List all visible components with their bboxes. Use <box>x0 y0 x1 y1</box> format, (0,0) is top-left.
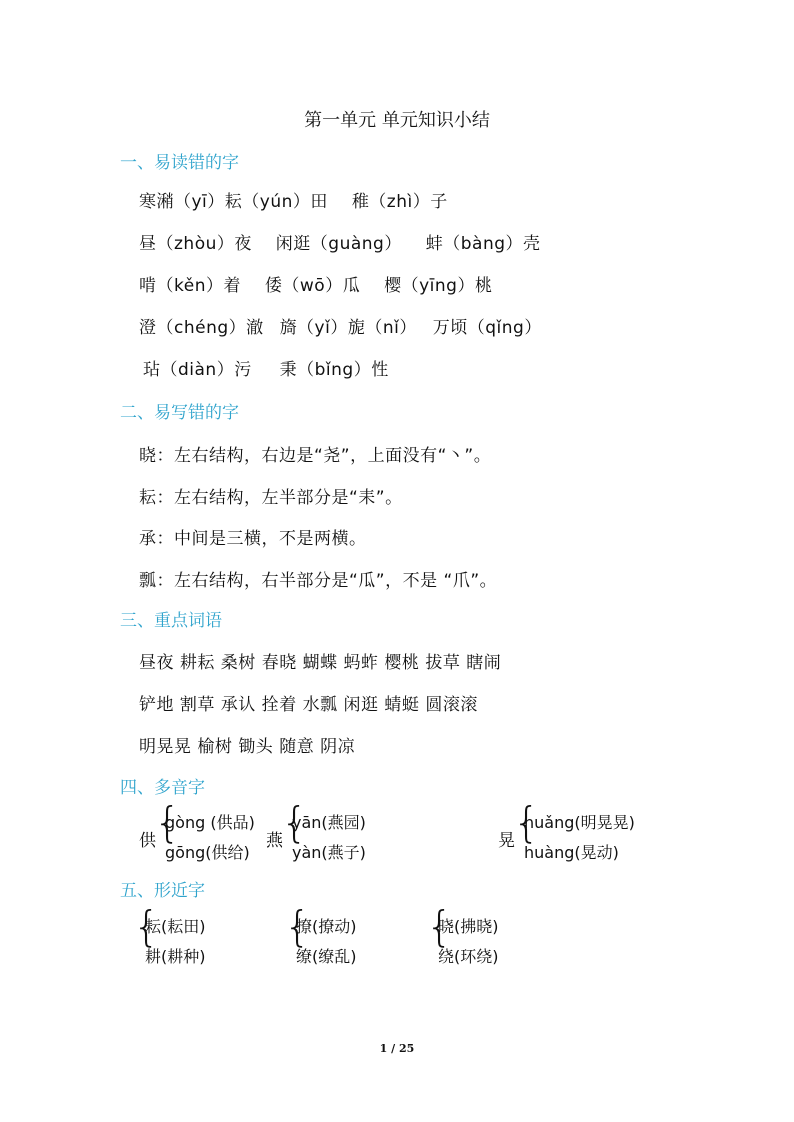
polyphone-reading: yān(燕园) <box>292 813 366 832</box>
similar-char-item: 撩(撩动) <box>296 917 357 936</box>
brace-icon: { <box>133 902 160 951</box>
read-error-item: 闲逛（guàng） <box>275 234 402 254</box>
brace-icon: { <box>281 798 308 847</box>
read-error-line-3 <box>139 271 492 296</box>
polyphone-reading: huàng(晃动) <box>524 843 619 862</box>
polyphone-char: 燕 <box>266 831 283 851</box>
read-error-item: 蚌（bàng）壳 <box>425 234 541 254</box>
read-error-line-1 <box>139 187 448 212</box>
polyphone-char: 晃 <box>498 831 515 851</box>
read-error-item: 倭（wō）瓜 <box>264 276 361 296</box>
polyphone-reading: huǎng(明晃晃) <box>524 813 635 832</box>
similar-char-item: 晓(拂晓) <box>438 917 499 936</box>
read-error-item: 昼（zhòu）夜 <box>139 234 252 254</box>
section-heading-similar-chars: 五、形近字 <box>120 881 205 901</box>
read-error-line-2 <box>139 229 541 254</box>
polyphone-reading: gòng (供品) <box>165 813 255 832</box>
section-heading-read-errors: 一、易读错的字 <box>120 153 239 173</box>
brace-icon: { <box>154 798 181 847</box>
read-error-item: 旖（yǐ）旎（nǐ） <box>279 318 417 338</box>
write-error-line: 瓢：左右结构，右半部分是“瓜”，不是 “爪”。 <box>139 571 498 591</box>
read-error-item: 樱（yīng）桃 <box>384 276 493 296</box>
section-heading-key-words: 三、重点词语 <box>120 611 222 631</box>
page-title: 第一单元 单元知识小结 <box>304 110 490 131</box>
read-error-item: 秉（bǐng）性 <box>279 360 389 380</box>
polyphone-reading: yàn(燕子) <box>292 843 366 862</box>
key-words-line: 明晃晃 榆树 锄头 随意 阴凉 <box>139 737 356 757</box>
write-error-line: 晓：左右结构，右边是“尧”，上面没有“丶”。 <box>139 446 492 466</box>
write-error-line: 耘：左右结构，左半部分是“耒”。 <box>139 488 403 508</box>
brace-icon: { <box>513 798 540 847</box>
brace-icon: { <box>284 902 311 951</box>
similar-char-item: 缭(缭乱) <box>296 947 357 966</box>
similar-char-item: 绕(环绕) <box>438 947 499 966</box>
similar-char-item: 耕(耕种) <box>145 947 206 966</box>
page-number: 1 / 25 <box>379 1042 415 1055</box>
brace-icon: { <box>426 902 453 951</box>
read-error-item: 万顷（qǐng） <box>432 318 542 338</box>
read-error-item: 澄（chéng）澈 <box>139 318 264 338</box>
write-error-line: 承：中间是三横，不是两横。 <box>139 529 367 549</box>
key-words-line: 铲地 割草 承认 拴着 水瓢 闲逛 蜻蜓 圆滚滚 <box>139 695 478 715</box>
read-error-item: 寒潲（yī）耘（yún）田 <box>139 192 328 212</box>
key-words-line: 昼夜 耕耘 桑树 春晓 蝴蝶 蚂蚱 樱桃 拔草 瞎闹 <box>139 653 502 673</box>
similar-char-item: 耘(耘田) <box>145 917 206 936</box>
read-error-item: 稚（zhì）子 <box>351 192 448 212</box>
section-heading-write-errors: 二、易写错的字 <box>120 403 239 423</box>
read-error-line-5 <box>143 355 389 380</box>
read-error-item: 玷（diàn）污 <box>143 360 252 380</box>
section-heading-polyphones: 四、多音字 <box>120 778 205 798</box>
read-error-line-4 <box>139 313 542 338</box>
read-error-item: 啃（kěn）着 <box>139 276 241 296</box>
polyphone-reading: gōng(供给) <box>165 843 250 862</box>
polyphone-char: 供 <box>139 831 156 851</box>
